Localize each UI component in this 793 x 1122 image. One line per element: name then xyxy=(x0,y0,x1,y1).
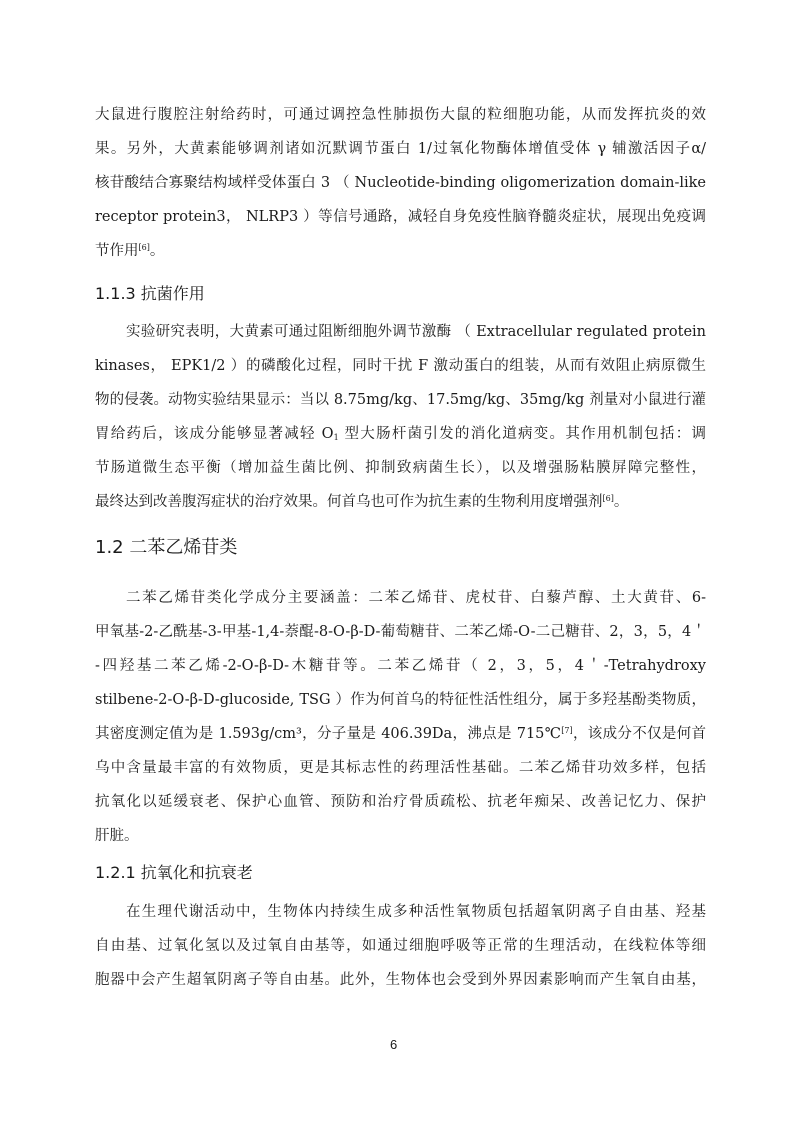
text-run: 核苷酸结合寡聚结构域样受体蛋白 3 （ Nucleotide-binding oligomerization domain-like xyxy=(95,175,706,191)
text-run: 节肠道微生态平衡（增加益生菌比例、抑制致病菌生长），以及增强肠粘膜屏障完整性， xyxy=(95,460,706,476)
text-line xyxy=(95,717,706,751)
text-run: 。 xyxy=(149,243,165,259)
text-line xyxy=(95,649,706,683)
text-line xyxy=(95,963,706,997)
heading-antioxidant-antiaging: 1.2.1 抗氧化和抗衰老 xyxy=(95,863,253,882)
text-run: 胞器中会产生超氧阴离子等自由基。此外，生物体也会受到外界因素影响而产生氧自由基， xyxy=(95,972,706,988)
text-line xyxy=(95,166,706,200)
text-line xyxy=(95,451,706,485)
text-run: -四羟基二苯乙烯-2-O-β-D-木糖苷等。二苯乙烯苷（ 2，3，5，4＇-Tetrahydroxy xyxy=(95,658,706,674)
paragraph-antibacterial xyxy=(95,315,706,519)
text-line xyxy=(95,929,706,963)
text-run: 最终达到改善腹泻症状的治疗效果。何首乌也可作为抗生素的生物利用度增强剂 xyxy=(95,494,603,510)
text-run: 乌中含量最丰富的有效物质，更是其标志性的药理活性基础。二苯乙烯苷功效多样，包括 xyxy=(95,760,706,776)
heading-stilbene-glycosides: 1.2 二苯乙烯苷类 xyxy=(95,537,238,558)
text-run: 物的侵袭。动物实验结果显示：当以 8.75mg/kg、17.5mg/kg、35mg/kg 剂量对小鼠进行灌 xyxy=(95,392,706,408)
text-line xyxy=(95,819,706,853)
text-line xyxy=(95,417,706,451)
text-line xyxy=(95,98,706,132)
text-run: 其密度测定值为是 1.593g/cm³，分子量是 406.39Da，沸点是 715℃ xyxy=(95,726,562,742)
text-line xyxy=(95,132,706,166)
text-line xyxy=(95,200,706,234)
text-run: 胃给药后，该成分能够显著减轻 O xyxy=(95,426,334,442)
paragraph-antioxidant xyxy=(95,895,706,997)
text-run: 型大肠杆菌引发的消化道病变。其作用机制包括：调 xyxy=(338,426,706,442)
text-line xyxy=(95,349,706,383)
paragraph-immune-regulation xyxy=(95,98,706,268)
text-line xyxy=(95,683,706,717)
citation-superscript: [6] xyxy=(602,494,614,503)
text-line xyxy=(95,581,706,615)
text-line xyxy=(95,383,706,417)
text-run: 果。另外，大黄素能够调剂诸如沉默调节蛋白 1/过氧化物酶体增值受体 γ 辅激活因子α/ xyxy=(95,141,706,157)
text-run: kinases， EPK1/2 ）的磷酸化过程，同时干扰 F 激动蛋白的组装，从而有效阻止病原微生 xyxy=(95,358,706,374)
text-line xyxy=(95,895,706,929)
text-line xyxy=(95,785,706,819)
text-run: 在生理代谢活动中，生物体内持续生成多种活性氧物质包括超氧阴离子自由基、羟基 xyxy=(126,904,706,920)
text-run: stilbene-2-O-β-D-glucoside, TSG ）作为何首乌的特征性活性组分，属于多羟基酚类物质， xyxy=(95,692,706,708)
page-number: 6 xyxy=(390,1037,398,1052)
text-run: 。 xyxy=(613,494,629,510)
text-run: 二苯乙烯苷类化学成分主要涵盖：二苯乙烯苷、虎杖苷、白藜芦醇、土大黄苷、6- xyxy=(126,590,706,606)
text-line xyxy=(95,315,706,349)
text-run: receptor protein3， NLRP3 ）等信号通路，减轻自身免疫性脑脊髓炎症状，展现出免疫调 xyxy=(95,209,706,225)
citation-superscript: [7] xyxy=(561,726,573,735)
text-run: ，该成分不仅是何首 xyxy=(572,726,706,742)
text-line xyxy=(95,485,706,519)
text-line xyxy=(95,234,706,268)
text-line xyxy=(95,751,706,785)
heading-antibacterial: 1.1.3 抗菌作用 xyxy=(95,284,205,303)
text-line xyxy=(95,615,706,649)
subscript: 1 xyxy=(333,433,339,442)
text-run: 实验研究表明，大黄素可通过阻断细胞外调节激酶 （ Extracellular regulated protein xyxy=(126,324,706,340)
text-run: 抗氧化以延缓衰老、保护心血管、预防和治疗骨质疏松、抗老年痴呆、改善记忆力、保护 xyxy=(95,794,706,810)
text-run: 节作用 xyxy=(95,243,139,259)
paragraph-stilbene-glycosides xyxy=(95,581,706,853)
text-run: 大鼠进行腹腔注射给药时，可通过调控急性肺损伤大鼠的粒细胞功能，从而发挥抗炎的效 xyxy=(95,107,706,123)
text-run: 甲氧基-2-乙酰基-3-甲基-1,4-萘醌-8-O-β-D-葡萄糖苷、二苯乙烯-O-二己糖苷、2，3，5，4＇ xyxy=(95,624,706,640)
text-run: 肝脏。 xyxy=(95,828,139,844)
text-run: 自由基、过氧化氢以及过氧自由基等，如通过细胞呼吸等正常的生理活动，在线粒体等细 xyxy=(95,938,706,954)
citation-superscript: [6] xyxy=(138,243,150,252)
